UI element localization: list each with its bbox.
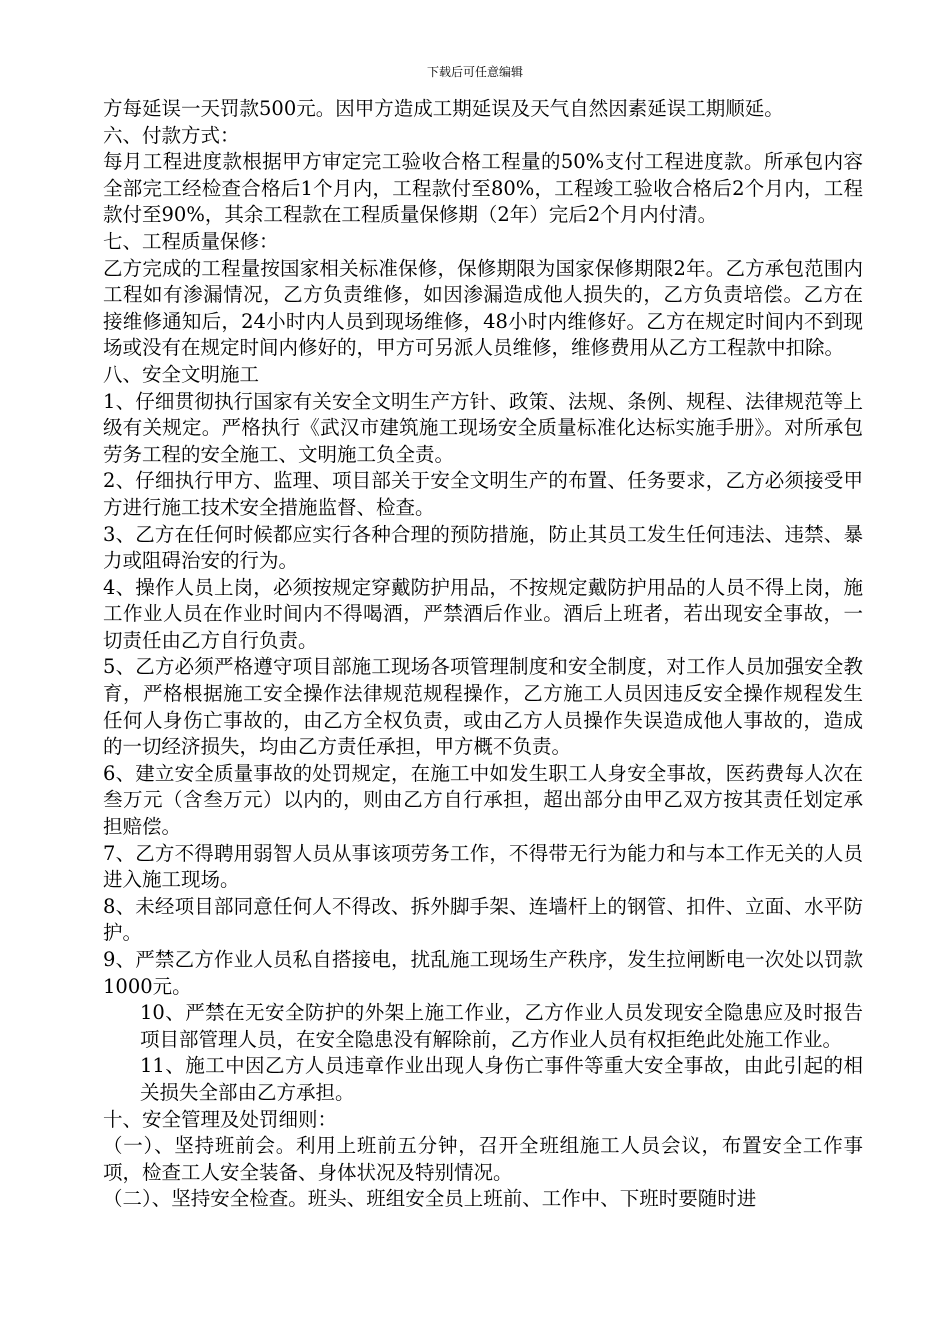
list-item: 7、乙方不得聘用弱智人员从事该项劳务工作，不得带无行为能力和与本工作无关的人员进入施工现场。 (103, 841, 863, 892)
paragraph: 每月工程进度款根据甲方审定完工验收合格工程量的50%支付工程进度款。所承包内容全部完工经检查合格后1个月内，工程款付至80%，工程竣工验收合格后2个月内，工程款付至90%，其余工程款在工程质量保修期（2年）完后2个月内付清。 (103, 150, 863, 227)
paragraph: 方每延误一天罚款500元。因甲方造成工期延误及天气自然因素延误工期顺延。 (103, 97, 784, 120)
list-item: 11、施工中因乙方人员违章作业出现人身伤亡事件等重大安全事故，由此引起的相关损失全部由乙方承担。 (140, 1054, 863, 1104)
section-heading: 七、工程质量保修： (103, 229, 279, 253)
section-heading: 十、安全管理及处罚细则： (103, 1107, 338, 1131)
list-item: 3、乙方在任何时候都应实行各种合理的预防措施，防止其员工发生任何违法、违禁、暴力或阻碍治安的行为。 (103, 522, 863, 573)
paragraph: 乙方完成的工程量按国家相关标准保修，保修期限为国家保修期限2年。乙方承包范围内工程如有渗漏情况，乙方负责维修，如因渗漏造成他人损失的，乙方负责培偿。乙方在接维修通知后，24小时内人员到现场维修，48小时内维修好。乙方在规定时间内不到现场或没有在规定时间内修好的，甲方可另派人员维修，维修费用从乙方工程款中扣除。 (103, 256, 863, 360)
list-item: （二）、坚持安全检查。班头、班组安全员上班前、工作中、下班时要随时进 (103, 1187, 757, 1211)
section-heading: 八、安全文明施工 (103, 362, 260, 386)
page-header: 下载后可任意编辑 (426, 65, 523, 79)
list-item: 10、严禁在无安全防护的外架上施工作业，乙方作业人员发现安全隐患应及时报告项目部管理人员，在安全隐患没有解除前，乙方作业人员有权拒绝此处施工作业。 (140, 1001, 863, 1051)
list-item: 4、操作人员上岗，必须按规定穿戴防护用品，不按规定戴防护用品的人员不得上岗，施工作业人员在作业时间内不得喝酒，严禁酒后作业。酒后上班者，若出现安全事故，一切责任由乙方自行负责。 (103, 575, 863, 652)
list-item: 1、仔细贯彻执行国家有关安全文明生产方针、政策、法规、条例、规程、法律规范等上级有关规定。严格执行《武汉市建筑施工现场安全质量标准化达标实施手册》。对所承包劳务工程的安全施工、文明施工负全责。 (103, 389, 863, 466)
list-item: 8、未经项目部同意任何人不得改、拆外脚手架、连墙杆上的钢管、扣件、立面、水平防护。 (103, 894, 863, 945)
section-heading: 六、付款方式： (103, 123, 240, 147)
list-item: 2、仔细执行甲方、监理、项目部关于安全文明生产的布置、任务要求，乙方必须接受甲方进行施工技术安全措施监督、检查。 (103, 469, 863, 519)
list-item: 5、乙方必须严格遵守项目部施工现场各项管理制度和安全制度，对工作人员加强安全教育，严格根据施工安全操作法律规范规程操作，乙方施工人员因违反安全操作规程发生任何人身伤亡事故的，由乙方全权负责，或由乙方人员操作失误造成他人事故的，造成的一切经济损失，均由乙方责任承担，甲方概不负责。 (103, 655, 863, 759)
list-item: （一）、坚持班前会。利用上班前五分钟，召开全班组施工人员会议，布置安全工作事项，检查工人安全装备、身体状况及特别情况。 (103, 1134, 863, 1184)
list-item: 6、建立安全质量事故的处罚规定，在施工中如发生职工人身安全事故，医药费每人次在叁万元（含叁万元）以内的，则由乙方自行承担，超出部分由甲乙双方按其责任划定承担赔偿。 (103, 761, 863, 839)
list-item: 9、严禁乙方作业人员私自搭接电，扰乱施工现场生产秩序，发生拉闸断电一次处以罚款1000元。 (103, 948, 863, 998)
document-body (103, 96, 863, 1213)
